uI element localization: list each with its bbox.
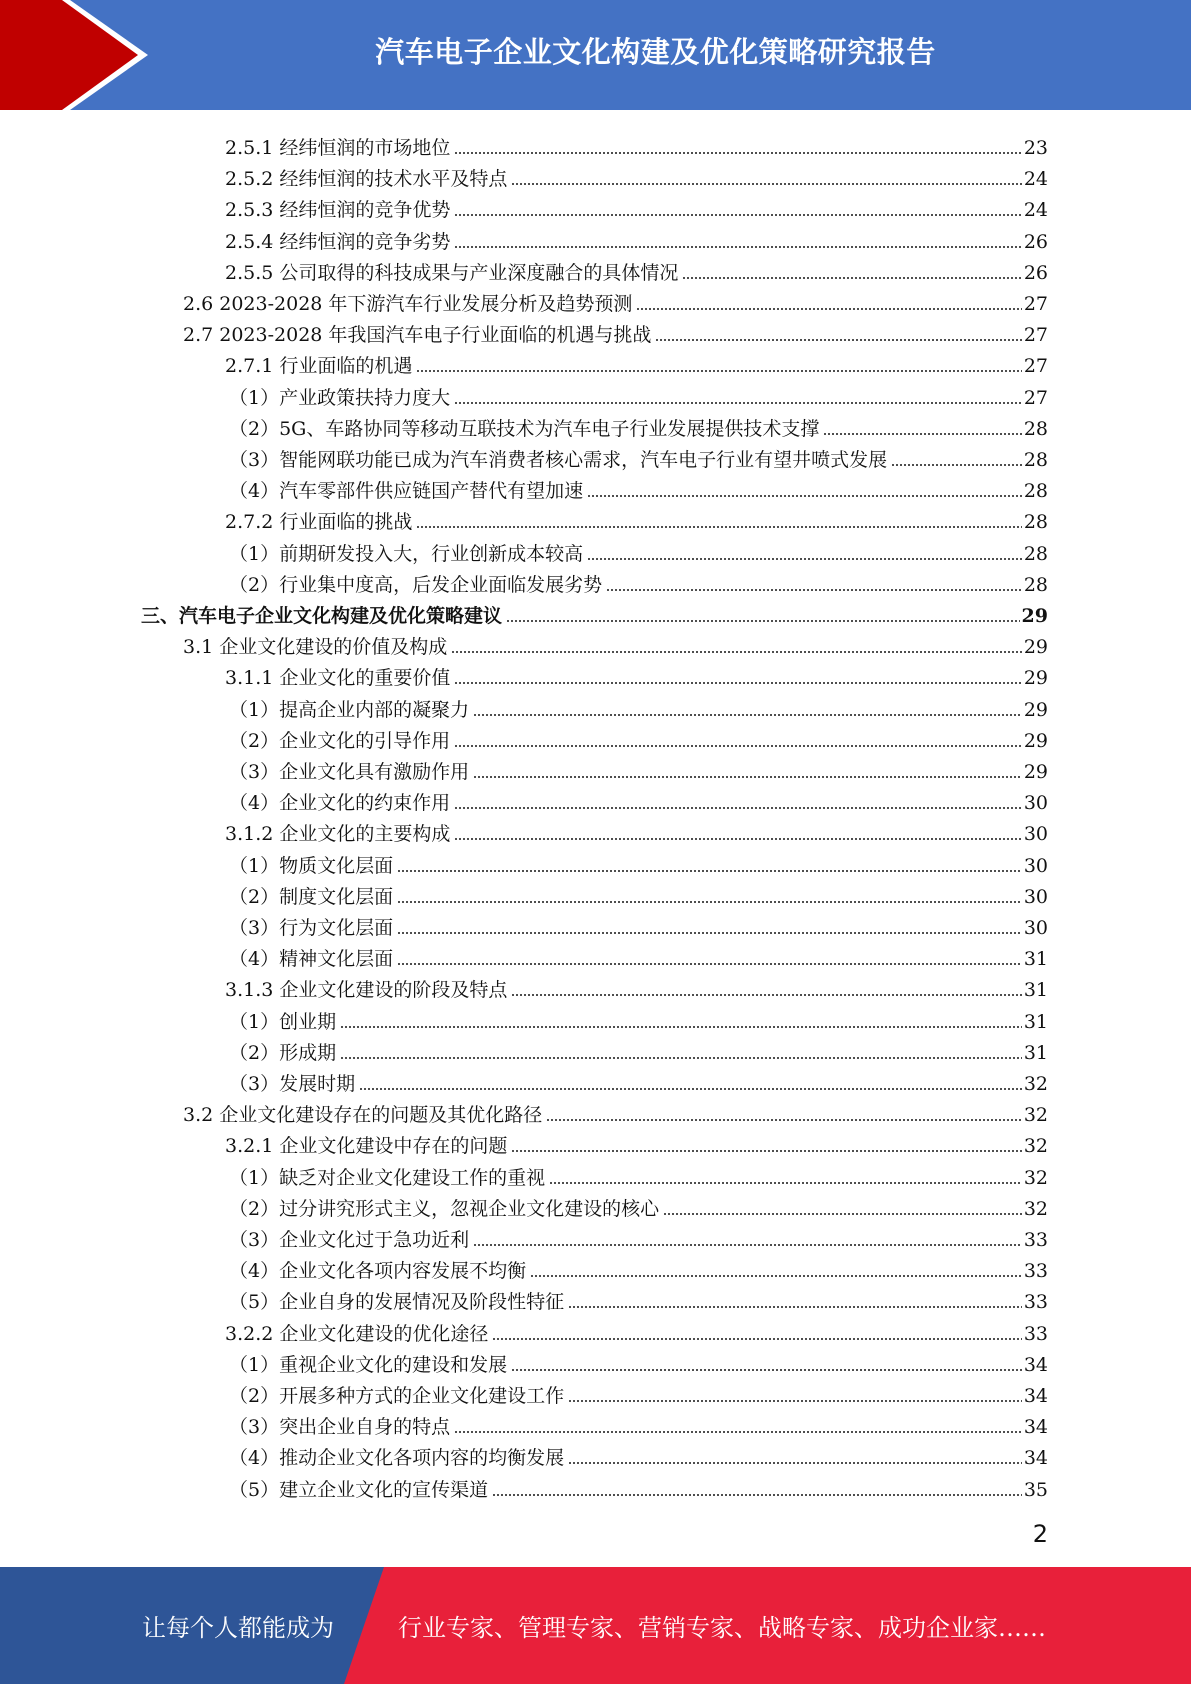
toc-entry-title: （4）企业文化各项内容发展不均衡 — [229, 1260, 527, 1283]
toc-leader-dots — [606, 589, 1022, 591]
toc-entry-title: （4）精神文化层面 — [229, 948, 394, 971]
toc-entry-page: 30 — [1023, 792, 1048, 815]
toc-entry-title: 2.5.2 经纬恒润的技术水平及特点 — [225, 168, 508, 191]
toc-entry-page: 26 — [1023, 230, 1048, 253]
toc-leader-dots — [568, 1400, 1022, 1402]
toc-entry[interactable] — [225, 814, 1048, 845]
page-footer — [0, 1567, 1191, 1684]
toc-entry-title: （4）推动企业文化各项内容的均衡发展 — [229, 1447, 565, 1470]
toc-entry-page: 28 — [1023, 573, 1048, 596]
toc-entry[interactable] — [229, 690, 1048, 721]
toc-leader-dots — [655, 339, 1021, 341]
toc-leader-dots — [397, 901, 1022, 903]
toc-leader-dots — [416, 370, 1021, 372]
toc-entry-page: 34 — [1023, 1353, 1048, 1376]
toc-entry-title: 3.1.3 企业文化建设的阶段及特点 — [225, 979, 508, 1002]
toc-entry-title: （1）物质文化层面 — [229, 854, 394, 877]
toc-entry[interactable] — [229, 939, 1048, 970]
toc-leader-dots — [397, 870, 1022, 872]
toc-leader-dots — [492, 1338, 1021, 1340]
toc-entry-page: 31 — [1023, 1041, 1048, 1064]
toc-leader-dots — [473, 1244, 1022, 1246]
toc-leader-dots — [397, 932, 1022, 934]
toc-entry-title: （1）提高企业内部的凝聚力 — [229, 698, 470, 721]
toc-entry[interactable] — [229, 877, 1048, 908]
toc-entry-title: （1）重视企业文化的建设和发展 — [229, 1353, 508, 1376]
footer-slogan-right: 行业专家、管理专家、营销专家、战略专家、成功企业家…… — [398, 1614, 1046, 1642]
toc-entry-page: 34 — [1023, 1447, 1048, 1470]
toc-leader-dots — [568, 1462, 1022, 1464]
toc-leader-dots — [454, 745, 1022, 747]
toc-entry-page: 27 — [1023, 386, 1048, 409]
toc-entry-page: 31 — [1023, 1010, 1048, 1033]
toc-leader-dots — [359, 1088, 1022, 1090]
toc-entry-page: 32 — [1023, 1073, 1048, 1095]
toc-leader-dots — [587, 495, 1022, 497]
toc-entry-page: 34 — [1023, 1385, 1048, 1407]
toc-leader-dots — [454, 838, 1021, 840]
toc-leader-dots — [492, 1494, 1022, 1496]
toc-leader-dots — [473, 714, 1022, 716]
toc-entry[interactable] — [229, 846, 1048, 877]
toc-entry-title: （1）缺乏对企业文化建设工作的重视 — [229, 1166, 546, 1189]
toc-entry-title: （1）前期研发投入大，行业创新成本较高 — [229, 542, 584, 565]
toc-entry[interactable] — [225, 658, 1048, 689]
toc-leader-dots — [451, 651, 1022, 653]
toc-entry[interactable] — [225, 1314, 1048, 1345]
toc-leader-dots — [511, 1150, 1021, 1152]
toc-entry-page: 28 — [1023, 417, 1048, 440]
toc-entry-page: 30 — [1023, 854, 1048, 877]
toc-entry-page: 34 — [1023, 1416, 1048, 1439]
toc-entry-title: 2.6 2023-2028 年下游汽车行业发展分析及趋势预测 — [183, 293, 633, 315]
toc-entry-page: 29 — [1023, 698, 1048, 721]
toc-entry-page: 28 — [1023, 511, 1048, 534]
toc-entry[interactable] — [229, 1470, 1048, 1501]
toc-entry[interactable] — [229, 409, 1048, 440]
toc-entry-page: 28 — [1023, 449, 1048, 471]
toc-leader-dots — [454, 1431, 1022, 1433]
toc-entry-title: （2）过分讲究形式主义，忽视企业文化建设的核心 — [229, 1197, 660, 1220]
toc-entry[interactable] — [229, 1002, 1048, 1033]
toc-leader-dots — [473, 776, 1022, 778]
toc-entry-title: （3）智能网联功能已成为汽车消费者核心需求，汽车电子行业有望井喷式发展 — [229, 449, 888, 471]
toc-entry-title: 2.5.5 公司取得的科技成果与产业深度融合的具体情况 — [225, 261, 679, 284]
toc-entry-title: 3.2.2 企业文化建设的优化途径 — [225, 1322, 489, 1345]
page-number: 2 — [1032, 1520, 1048, 1548]
toc-entry-page: 28 — [1023, 480, 1048, 503]
toc-leader-dots — [663, 1213, 1022, 1215]
toc-entry[interactable] — [229, 1282, 1048, 1313]
document-title: 汽车电子企业文化构建及优化策略研究报告 — [375, 34, 936, 69]
toc-entry-title: （3）企业文化具有激励作用 — [229, 761, 470, 783]
toc-entry[interactable] — [229, 908, 1048, 939]
toc-entry-page: 30 — [1023, 885, 1048, 908]
toc-entry[interactable] — [225, 128, 1048, 159]
toc-entry-title: 3.1.2 企业文化的主要构成 — [225, 823, 451, 846]
toc-entry-page: 27 — [1023, 293, 1048, 315]
toc-entry[interactable] — [229, 1407, 1048, 1438]
toc-entry[interactable] — [183, 627, 1048, 658]
toc-entry-page: 27 — [1023, 355, 1048, 378]
toc-entry[interactable] — [141, 596, 1048, 627]
toc-leader-dots — [454, 246, 1021, 248]
toc-entry-title: 3.1.1 企业文化的重要价值 — [225, 667, 451, 690]
toc-entry[interactable] — [229, 1220, 1048, 1251]
toc-entry-page: 32 — [1023, 1166, 1048, 1189]
toc-entry-page: 29 — [1023, 667, 1048, 690]
toc-entry[interactable] — [225, 253, 1048, 284]
toc-leader-dots — [511, 1369, 1022, 1371]
toc-entry-title: （5）企业自身的发展情况及阶段性特征 — [229, 1291, 565, 1314]
toc-leader-dots — [340, 1057, 1022, 1059]
toc-entry-title: 2.7 2023-2028 年我国汽车电子行业面临的机遇与挑战 — [183, 324, 652, 347]
toc-entry[interactable] — [229, 1064, 1048, 1095]
toc-entry[interactable] — [229, 752, 1048, 783]
toc-entry[interactable] — [229, 565, 1048, 596]
toc-entry-page: 35 — [1023, 1478, 1048, 1501]
toc-entry-page: 29 — [1023, 761, 1048, 783]
toc-entry-title: 2.5.1 经纬恒润的市场地位 — [225, 137, 451, 159]
toc-entry-title: （2）形成期 — [229, 1041, 337, 1064]
toc-entry[interactable] — [183, 284, 1048, 315]
toc-leader-dots — [682, 277, 1021, 279]
toc-leader-dots — [454, 214, 1021, 216]
toc-leader-dots — [511, 994, 1021, 996]
toc-entry[interactable] — [225, 346, 1048, 377]
toc-entry-title: （4）汽车零部件供应链国产替代有望加速 — [229, 480, 584, 503]
toc-leader-dots — [454, 682, 1021, 684]
footer-slogan-left: 让每个人都能成为 — [142, 1614, 334, 1642]
toc-entry-page: 30 — [1023, 823, 1048, 846]
toc-entry-title: 2.5.4 经纬恒润的竞争劣势 — [225, 230, 451, 253]
toc-leader-dots — [568, 1306, 1022, 1308]
toc-leader-dots — [587, 558, 1022, 560]
toc-entry-page: 31 — [1023, 948, 1048, 971]
toc-entry-title: （1）产业政策扶持力度大 — [229, 386, 451, 409]
toc-entry-page: 32 — [1023, 1197, 1048, 1220]
toc-entry[interactable] — [229, 378, 1048, 409]
toc-entry-title: 3.1 企业文化建设的价值及构成 — [183, 636, 448, 659]
toc-entry[interactable] — [225, 159, 1048, 190]
toc-entry-page: 32 — [1023, 1135, 1048, 1158]
toc-leader-dots — [454, 807, 1022, 809]
toc-leader-dots — [546, 1119, 1022, 1121]
toc-entry[interactable] — [183, 1095, 1048, 1126]
toc-entry-page: 32 — [1023, 1104, 1048, 1127]
toc-entry-page: 29 — [1023, 729, 1048, 752]
toc-entry-page: 27 — [1023, 324, 1048, 347]
toc-entry-title: （2）开展多种方式的企业文化建设工作 — [229, 1385, 565, 1407]
toc-entry-page: 24 — [1023, 168, 1048, 191]
toc-entry-page: 29 — [1023, 636, 1048, 659]
toc-entry-title: （2）制度文化层面 — [229, 885, 394, 908]
toc-leader-dots — [549, 1182, 1022, 1184]
toc-entry-title: （1）创业期 — [229, 1010, 337, 1033]
toc-entry-page: 23 — [1023, 137, 1048, 159]
toc-leader-dots — [340, 1026, 1022, 1028]
toc-entry[interactable] — [229, 534, 1048, 565]
toc-entry-title: 3.2 企业文化建设存在的问题及其优化路径 — [183, 1104, 543, 1127]
toc-entry-title: （2）行业集中度高，后发企业面临发展劣势 — [229, 573, 603, 596]
toc-entry[interactable] — [225, 222, 1048, 253]
toc-entry-title: （3）行为文化层面 — [229, 917, 394, 939]
toc-entry-page: 29 — [1021, 605, 1048, 627]
toc-entry-page: 31 — [1023, 979, 1048, 1002]
toc-entry[interactable] — [225, 502, 1048, 533]
toc-entry-page: 33 — [1023, 1291, 1048, 1314]
toc-entry[interactable] — [225, 970, 1048, 1001]
toc-leader-dots — [891, 464, 1022, 466]
toc-entry-title: 三、汽车电子企业文化构建及优化策略建议 — [141, 605, 503, 627]
toc-entry-title: （3）企业文化过于急功近利 — [229, 1229, 470, 1251]
toc-entry[interactable] — [229, 471, 1048, 502]
toc-entry[interactable] — [229, 1033, 1048, 1064]
toc-entry[interactable] — [229, 1376, 1048, 1407]
toc-leader-dots — [416, 526, 1021, 528]
toc-entry[interactable] — [229, 721, 1048, 752]
toc-entry-page: 33 — [1023, 1260, 1048, 1283]
toc-entry[interactable] — [229, 440, 1048, 471]
toc-entry[interactable] — [229, 1251, 1048, 1282]
toc-leader-dots — [454, 152, 1021, 154]
toc-entry-page: 33 — [1023, 1322, 1048, 1345]
toc-leader-dots — [397, 963, 1022, 965]
toc-entry-page: 30 — [1023, 917, 1048, 939]
toc-entry[interactable] — [225, 190, 1048, 221]
toc-entry-title: （5）建立企业文化的宣传渠道 — [229, 1478, 489, 1501]
toc-entry-page: 33 — [1023, 1229, 1048, 1251]
toc-entry[interactable] — [229, 1158, 1048, 1189]
toc-leader-dots — [530, 1275, 1022, 1277]
toc-leader-dots — [506, 620, 1020, 622]
toc-leader-dots — [636, 308, 1021, 310]
toc-entry-title: （4）企业文化的约束作用 — [229, 792, 451, 815]
toc-entry-title: 2.7.2 行业面临的挑战 — [225, 511, 413, 534]
page-header — [0, 0, 1191, 110]
toc-entry-title: 2.7.1 行业面临的机遇 — [225, 355, 413, 378]
toc-entry-title: 2.5.3 经纬恒润的竞争优势 — [225, 199, 451, 222]
toc-entry[interactable] — [229, 1345, 1048, 1376]
toc-entry-page: 28 — [1023, 542, 1048, 565]
toc-entry[interactable] — [225, 1126, 1048, 1157]
toc-entry[interactable] — [229, 1189, 1048, 1220]
toc-entry-title: 3.2.1 企业文化建设中存在的问题 — [225, 1135, 508, 1158]
toc-leader-dots — [454, 402, 1022, 404]
toc-entry[interactable] — [229, 1438, 1048, 1469]
toc-entry-page: 26 — [1023, 261, 1048, 284]
toc-leader-dots — [511, 183, 1021, 185]
toc-entry-title: （2）企业文化的引导作用 — [229, 729, 451, 752]
toc-entry-title: （3）发展时期 — [229, 1073, 356, 1095]
toc-entry[interactable] — [183, 315, 1048, 346]
toc-entry-title: （2）5G、车路协同等移动互联技术为汽车电子行业发展提供技术支撑 — [229, 417, 820, 440]
toc-entry[interactable] — [229, 783, 1048, 814]
toc-entry-title: （3）突出企业自身的特点 — [229, 1416, 451, 1439]
toc-entry-page: 24 — [1023, 199, 1048, 222]
toc-leader-dots — [823, 433, 1021, 435]
